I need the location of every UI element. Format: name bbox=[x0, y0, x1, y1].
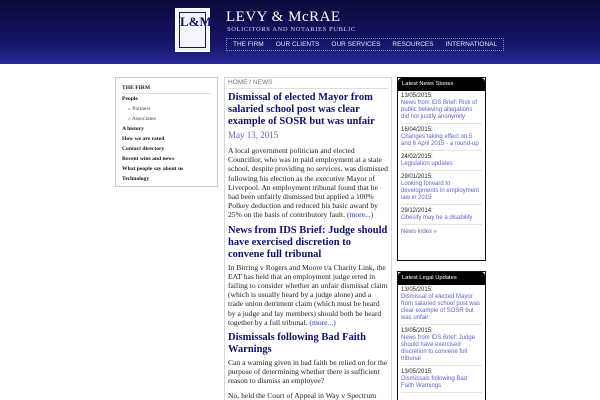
logo-monogram: L&M bbox=[179, 12, 206, 48]
article-body: No, held the Court of Appeal in Way v Spectrum bbox=[228, 390, 377, 400]
article bbox=[228, 92, 388, 220]
news-date: 13/05/2015: bbox=[401, 93, 433, 99]
sidebar-item-history[interactable]: A history bbox=[122, 126, 144, 132]
sidebar-item-contact[interactable]: Contact directory bbox=[122, 146, 165, 152]
article-title[interactable]: Dismissal of elected Mayor from salaried school post was clear example of SOSR but was unfair bbox=[228, 92, 375, 127]
news-date: 16/04/2015: bbox=[401, 127, 433, 133]
news-date: 29/12/2014: bbox=[401, 208, 433, 214]
update-date: 13/05/2015: bbox=[401, 287, 433, 293]
list-item bbox=[401, 369, 482, 393]
sidebar-item-testimonials[interactable]: What people say about us bbox=[122, 166, 184, 172]
sidebar-item-wins[interactable]: Recent wins and news bbox=[122, 156, 175, 162]
list-item bbox=[401, 328, 482, 366]
article-title[interactable]: Dismissals following Bad Faith Warnings bbox=[228, 332, 366, 356]
article bbox=[228, 225, 388, 327]
nav-the-firm[interactable]: THE FIRM bbox=[233, 41, 264, 48]
article-title[interactable]: News from IDS Brief: Judge should have exercised discretion to convene full tribunal bbox=[228, 224, 388, 260]
sidebar bbox=[115, 77, 218, 187]
legal-updates-box bbox=[397, 271, 486, 400]
legal-updates-heading: Latest Legal Updates bbox=[398, 272, 485, 285]
update-link[interactable]: Dismissal of elected Mayor from salaried school post was clear example of SOSR but was unfair bbox=[401, 294, 481, 321]
list-item bbox=[401, 154, 482, 171]
sidebar-item-technology[interactable]: Technology bbox=[122, 176, 150, 182]
site-subtitle: SOLICITORS AND NOTARIES PUBLIC bbox=[227, 26, 356, 33]
nav-our-clients[interactable]: OUR CLIENTS bbox=[275, 41, 320, 48]
update-date: 13/05/2015: bbox=[401, 369, 433, 375]
top-navigation bbox=[226, 38, 504, 51]
news-link[interactable]: Obesity may be a disability bbox=[401, 215, 473, 221]
article-text: A local government politician and elected Councillor, who was in paid employment at a state school, despite providing no services, was dismissed following his election as the executive Mayor of Liverpool. An employment tribunal found that he had been unfairly dismissed but applied a 100% Polkey deduction and reduced his basic award by 25% on the basis of contributory fault. bbox=[228, 146, 388, 220]
breadcrumb[interactable]: HOME / NEWS bbox=[228, 78, 388, 89]
sidebar-item-partners[interactable]: » Partners bbox=[122, 104, 211, 114]
latest-news-heading: Latest News Stories bbox=[398, 78, 485, 91]
article-body bbox=[228, 146, 388, 220]
news-index-link[interactable]: News index » bbox=[401, 229, 438, 235]
nav-international[interactable]: INTERNATIONAL bbox=[445, 41, 498, 48]
list-item bbox=[401, 93, 482, 124]
update-link[interactable]: Dismissals following Bad Faith Warnings bbox=[401, 376, 468, 389]
nav-our-services[interactable]: OUR SERVICES bbox=[331, 41, 381, 48]
article-text: In Birring v Rogers and Moore t/a Charity Link, the EAT has held that an employment judge erred in failing to consider whether an unfair dismissal claim (which is usually heard by a judge alone) and a trade union detriment claim (which must be heard by a judge and lay members) should both be heard together by a full tribunal. bbox=[228, 262, 388, 327]
news-link[interactable]: Changes taking effect on 5 and 6 April 2015 - a round-up bbox=[401, 134, 479, 147]
list-item bbox=[401, 287, 482, 325]
news-date: 29/01/2015: bbox=[401, 174, 433, 180]
nav-resources[interactable]: RESOURCES bbox=[392, 41, 434, 48]
sidebar-item-associates[interactable]: » Associates bbox=[122, 114, 211, 124]
news-date: 24/02/2015: bbox=[401, 154, 433, 160]
update-date: 13/05/2015: bbox=[401, 328, 433, 334]
update-link[interactable]: News from IDS Brief: Judge should have exercised discretion to convene full tribunal bbox=[401, 335, 476, 362]
main-content bbox=[224, 77, 392, 400]
list-item bbox=[401, 208, 482, 225]
more-link[interactable]: (more...) bbox=[309, 317, 336, 327]
sidebar-item-rated[interactable]: How we are rated bbox=[122, 136, 165, 142]
news-link[interactable]: Looking forward to developments in employment law in 2015 bbox=[401, 181, 480, 201]
more-link[interactable]: (more...) bbox=[346, 210, 374, 220]
list-item bbox=[401, 174, 482, 205]
sidebar-heading: THE FIRM bbox=[122, 83, 211, 94]
article-date: May 13, 2015 bbox=[228, 130, 279, 140]
news-link[interactable]: Legislation updates bbox=[401, 161, 453, 167]
logo[interactable] bbox=[175, 8, 210, 52]
site-header bbox=[0, 0, 600, 64]
article bbox=[228, 332, 388, 400]
site-title: LEVY & McRAE bbox=[226, 9, 341, 25]
latest-news-box bbox=[397, 77, 486, 261]
list-item bbox=[401, 127, 482, 151]
news-link[interactable]: News from IDS Brief: Risk of public believing allegations did not justify anonymity bbox=[401, 100, 478, 120]
article-body bbox=[228, 263, 388, 327]
article-body: Can a warning given in bad faith be relied on for the purpose of determining whether there is sufficient reason to dismiss an employee? bbox=[228, 358, 388, 386]
sidebar-item-people[interactable]: People bbox=[122, 96, 138, 102]
